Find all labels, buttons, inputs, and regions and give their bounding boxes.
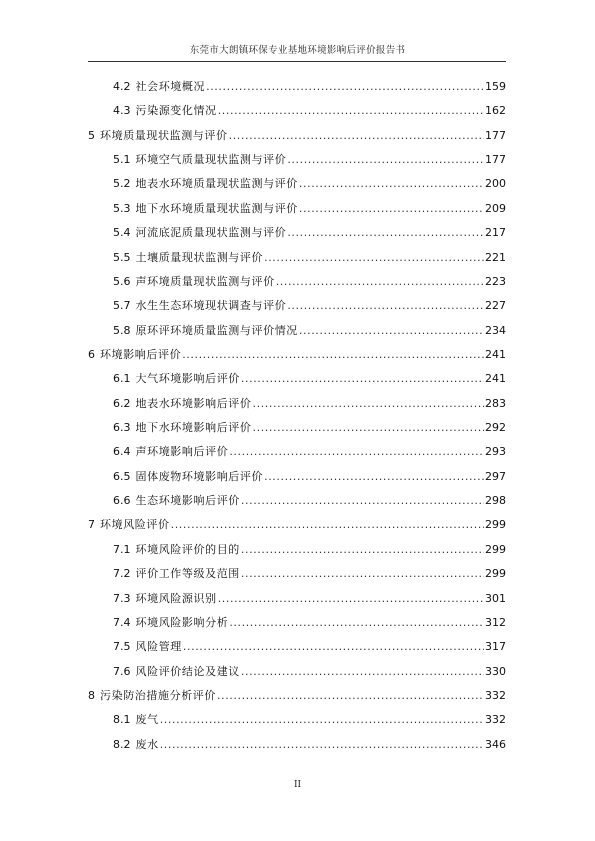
toc-section-entry[interactable]	[113, 732, 506, 752]
toc-entry-title: 声环境影响后评价	[135, 445, 229, 459]
toc-section-entry[interactable]	[113, 318, 506, 338]
toc-entry-page: 346	[485, 737, 506, 751]
toc-dot-leader	[241, 543, 484, 557]
toc-entry-number: 6.3	[113, 421, 131, 435]
toc-section-entry[interactable]	[113, 659, 506, 679]
toc-entry-title: 大气环境影响后评价	[135, 372, 240, 386]
toc-entry-page: 241	[485, 372, 506, 386]
toc-entry-page: 312	[485, 615, 506, 629]
toc-entry-title: 环境风险评价的目的	[135, 542, 240, 556]
toc-dot-leader	[276, 275, 484, 289]
toc-dot-leader	[183, 640, 484, 654]
toc-entry-title: 环境风险源识别	[135, 591, 217, 605]
toc-entry-title: 地表水环境质量现状监测与评价	[135, 177, 298, 191]
toc-entry-page: 299	[485, 518, 506, 532]
toc-entry-page: 332	[485, 689, 506, 702]
toc-entry-number: 5.5	[113, 250, 131, 264]
toc-entry-page: 227	[485, 299, 506, 313]
toc-section-entry[interactable]	[113, 220, 506, 240]
toc-entry-page: 293	[485, 445, 506, 459]
toc-section-entry[interactable]	[113, 707, 506, 727]
toc-section-entry[interactable]	[113, 537, 506, 557]
toc-entry-number: 6.4	[113, 445, 131, 459]
toc-dot-leader	[299, 324, 484, 338]
toc-entry-number: 7	[88, 518, 95, 532]
toc-section-entry[interactable]	[113, 439, 506, 459]
toc-entry-number: 5.3	[113, 201, 131, 215]
toc-entry-title: 风险管理	[135, 640, 182, 654]
toc-entry-page: 317	[485, 640, 506, 654]
toc-dot-leader	[217, 689, 484, 703]
toc-dot-leader	[253, 397, 485, 411]
toc-entry-title: 地下水环境影响后评价	[135, 421, 252, 435]
toc-entry-number: 7.2	[113, 567, 131, 581]
toc-section-entry[interactable]	[113, 391, 506, 411]
toc-entry-title: 评价工作等级及范围	[135, 567, 240, 581]
toc-entry-page: 298	[485, 494, 506, 508]
toc-entry-number: 5.8	[113, 323, 131, 337]
toc-entry-number: 4.2	[113, 80, 131, 93]
page-number: II	[293, 780, 302, 790]
toc-dot-leader	[241, 665, 484, 679]
toc-section-entry[interactable]	[113, 98, 506, 118]
toc-dot-leader	[253, 421, 485, 435]
toc-entry-title: 废气	[135, 713, 159, 727]
toc-section-entry[interactable]	[113, 293, 506, 313]
toc-dot-leader	[241, 372, 484, 386]
toc-entry-number: 5.4	[113, 226, 131, 240]
toc-entry-title: 社会环境概况	[135, 80, 206, 93]
toc-entry-number: 7.3	[113, 591, 131, 605]
toc-dot-leader	[182, 348, 484, 362]
toc-entry-number: 6	[88, 347, 95, 361]
toc-entry-title: 固体废物环境影响后评价	[135, 469, 264, 483]
toc-entry-title: 环境影响后评价	[100, 347, 182, 361]
toc-dot-leader	[229, 129, 484, 143]
toc-entry-page: 299	[485, 567, 506, 581]
toc-entry-number: 5.2	[113, 177, 131, 191]
toc-entry-page: 159	[485, 80, 506, 93]
toc-entry-title: 环境风险评价	[100, 518, 170, 532]
toc-entry-page: 177	[485, 128, 506, 142]
toc-entry-page: 299	[485, 542, 506, 556]
toc-entry-number: 5.7	[113, 299, 131, 313]
toc-dot-leader	[299, 202, 484, 216]
toc-entry-page: 330	[485, 664, 506, 678]
toc-entry-number: 6.1	[113, 372, 131, 386]
toc-entry-number: 5	[88, 128, 95, 142]
toc-chapter-entry[interactable]	[88, 683, 506, 703]
toc-entry-page: 177	[485, 153, 506, 167]
toc-entry-title: 废水	[135, 737, 159, 751]
toc-entry-title: 水生生态环境现状调查与评价	[135, 299, 287, 313]
toc-dot-leader	[264, 251, 484, 265]
toc-section-entry[interactable]	[113, 196, 506, 216]
toc-dot-leader	[287, 299, 484, 313]
toc-section-entry[interactable]	[113, 245, 506, 265]
toc-section-entry[interactable]	[113, 634, 506, 654]
toc-entry-number: 7.1	[113, 542, 131, 556]
toc-entry-title: 污染防治措施分析评价	[100, 689, 216, 702]
toc-section-entry[interactable]	[113, 171, 506, 191]
toc-entry-title: 环境质量现状监测与评价	[100, 128, 228, 142]
toc-entry-title: 土壤质量现状监测与评价	[135, 250, 264, 264]
toc-entry-title: 环境空气质量现状监测与评价	[135, 153, 287, 167]
toc-entry-title: 地表水环境影响后评价	[135, 396, 252, 410]
toc-chapter-entry[interactable]	[88, 123, 506, 143]
toc-dot-leader	[160, 713, 484, 727]
toc-entry-page: 221	[485, 250, 506, 264]
toc-entry-number: 7.4	[113, 615, 131, 629]
toc-entry-number: 4.3	[113, 104, 131, 118]
toc-entry-number: 8.2	[113, 737, 131, 751]
toc-section-entry[interactable]	[113, 147, 506, 167]
toc-entry-page: 292	[485, 421, 506, 435]
toc-entry-title: 环境风险影响分析	[135, 615, 229, 629]
toc-entry-title: 原环评环境质量监测与评价情况	[135, 323, 298, 337]
toc-entry-number: 5.1	[113, 153, 131, 167]
running-header: 东莞市大朗镇环保专业基地环境影响后评价报告书	[189, 45, 406, 56]
toc-entry-number: 5.6	[113, 274, 131, 288]
toc-entry-title: 污染源变化情况	[135, 104, 217, 118]
header-divider	[88, 61, 506, 62]
toc-entry-number: 8.1	[113, 713, 131, 727]
toc-section-entry[interactable]	[113, 366, 506, 386]
toc-dot-leader	[160, 738, 484, 752]
toc-section-entry[interactable]	[113, 586, 506, 606]
toc-entry-page: 241	[485, 347, 506, 361]
toc-dot-leader	[229, 616, 484, 630]
toc-entry-title: 风险评价结论及建议	[135, 664, 240, 678]
toc-section-entry[interactable]	[113, 269, 506, 289]
toc-dot-leader	[171, 518, 484, 532]
toc-dot-leader	[218, 104, 484, 118]
toc-entry-page: 217	[485, 226, 506, 240]
toc-entry-number: 8	[88, 689, 95, 702]
toc-dot-leader	[287, 153, 484, 167]
toc-entry-page: 223	[485, 274, 506, 288]
toc-entry-number: 7.6	[113, 664, 131, 678]
toc-section-entry[interactable]	[113, 464, 506, 484]
toc-section-entry[interactable]	[113, 415, 506, 435]
toc-entry-title: 生态环境影响后评价	[135, 494, 240, 508]
toc-entry-number: 6.6	[113, 494, 131, 508]
toc-entry-title: 声环境质量现状监测与评价	[135, 274, 275, 288]
toc-entry-page: 297	[485, 469, 506, 483]
toc-chapter-entry[interactable]	[88, 512, 506, 532]
toc-section-entry[interactable]	[113, 74, 506, 94]
toc-dot-leader	[206, 80, 484, 94]
toc-dot-leader	[229, 445, 484, 459]
toc-entry-page: 209	[485, 201, 506, 215]
toc-entry-title: 河流底泥质量现状监测与评价	[135, 226, 287, 240]
toc-section-entry[interactable]	[113, 488, 506, 508]
toc-dot-leader	[299, 177, 484, 191]
toc-entry-page: 162	[485, 104, 506, 118]
toc-dot-leader	[218, 592, 484, 606]
toc-section-entry[interactable]	[113, 610, 506, 630]
toc-entry-title: 地下水环境质量现状监测与评价	[135, 201, 298, 215]
toc-chapter-entry[interactable]	[88, 342, 506, 362]
toc-dot-leader	[241, 567, 484, 581]
toc-entry-number: 7.5	[113, 640, 131, 654]
toc-entry-number: 6.2	[113, 396, 131, 410]
toc-section-entry[interactable]	[113, 561, 506, 581]
toc-entry-page: 283	[485, 396, 506, 410]
toc-entry-page: 332	[485, 713, 506, 727]
toc-entry-page: 301	[485, 591, 506, 605]
toc-entry-page: 234	[485, 323, 506, 337]
toc-dot-leader	[264, 470, 484, 484]
toc-entry-page: 200	[485, 177, 506, 191]
toc-dot-leader	[287, 226, 484, 240]
toc-dot-leader	[241, 494, 484, 508]
toc-entry-number: 6.5	[113, 469, 131, 483]
